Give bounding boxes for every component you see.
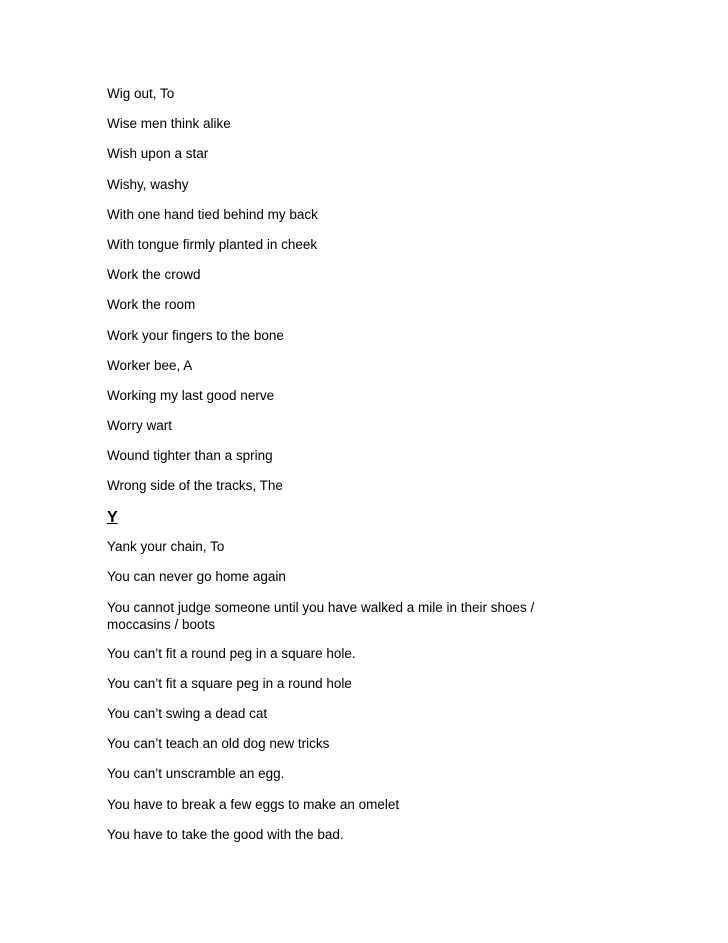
list-item: You can’t teach an old dog new tricks (107, 736, 330, 752)
list-item: With one hand tied behind my back (107, 206, 318, 222)
list-item: Wise men think alike (107, 116, 231, 132)
list-item: You cannot judge someone until you have walked a mile in their shoes / moccasins / boots (107, 599, 535, 632)
list-item: With tongue firmly planted in cheek (107, 236, 318, 252)
list-item: You can’t swing a dead cat (107, 706, 268, 722)
list-item: Work the crowd (107, 267, 201, 283)
list-item: You have to break a few eggs to make an omelet (107, 796, 400, 812)
list-item: Wrong side of the tracks, The (107, 478, 283, 494)
list-item: Work the room (107, 297, 196, 313)
section-heading-y: Y (107, 508, 118, 526)
list-item: Yank your chain, To (107, 539, 225, 555)
phrase-list (107, 85, 587, 856)
list-item: You can’t fit a square peg in a round hole (107, 675, 352, 691)
list-item: Wishy, washy (107, 176, 189, 192)
list-item: You can’t unscramble an egg. (107, 766, 285, 782)
list-item: Worry wart (107, 418, 173, 434)
list-item: Working my last good nerve (107, 387, 275, 403)
list-item: You can never go home again (107, 569, 286, 585)
list-item: You have to take the good with the bad. (107, 826, 344, 842)
list-item: Work your fingers to the bone (107, 327, 284, 343)
list-item: Wound tighter than a spring (107, 448, 273, 464)
list-item: Wish upon a star (107, 146, 209, 162)
list-item: You can’t fit a round peg in a square hole. (107, 645, 356, 661)
list-item: Wig out, To (107, 86, 175, 101)
list-item: Worker bee, A (107, 357, 193, 373)
